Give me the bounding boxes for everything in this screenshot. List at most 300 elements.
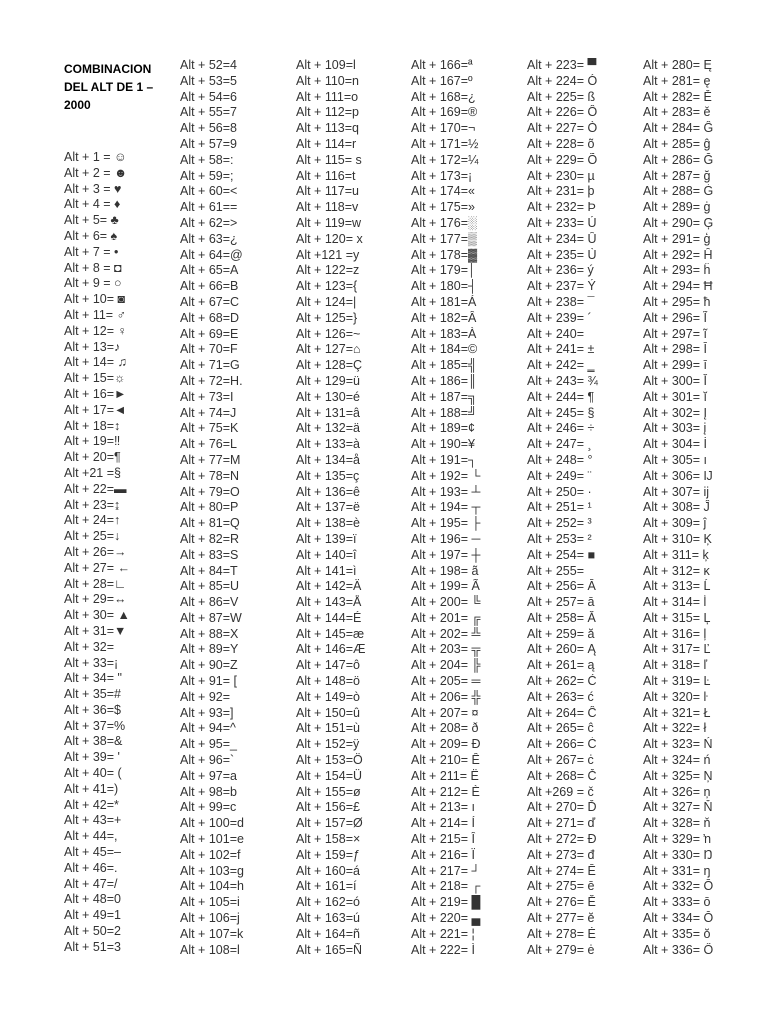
- alt-code-entry: Alt + 248= °: [527, 452, 593, 467]
- alt-code-entry: Alt + 246= ÷: [527, 421, 595, 436]
- alt-code-entry: Alt + 35=#: [64, 687, 121, 702]
- alt-code-entry: Alt + 87=W: [180, 610, 242, 625]
- alt-code-entry: Alt + 2 = ☻: [64, 165, 128, 180]
- alt-code-entry: Alt + 165=Ñ: [296, 942, 363, 957]
- alt-code-entry: Alt + 291= ģ: [643, 231, 711, 246]
- alt-code-entry: Alt + 198= ã: [411, 563, 479, 578]
- alt-code-entry: Alt + 232= Þ: [527, 200, 596, 215]
- alt-code-entry: Alt + 117=u: [296, 184, 360, 199]
- alt-code-entry: Alt + 88=X: [180, 626, 239, 641]
- alt-code-entry: Alt + 211= Ë: [411, 768, 479, 783]
- alt-code-entry: Alt + 155=ø: [296, 784, 361, 799]
- alt-code-entry: Alt + 172=¼: [411, 152, 479, 167]
- alt-code-entry: Alt + 3 = ♥: [64, 181, 122, 196]
- alt-code-entry: Alt + 25=↓: [64, 529, 121, 544]
- alt-code-entry: Alt + 244= ¶: [527, 389, 595, 404]
- alt-code-entry: Alt + 310= Ķ: [643, 531, 712, 546]
- alt-code-entry: Alt + 111=o: [296, 89, 359, 104]
- alt-code-entry: Alt + 187=╗: [411, 389, 477, 404]
- alt-code-entry: Alt + 320= ŀ: [643, 689, 708, 704]
- alt-code-entry: Alt + 215= Î: [411, 832, 475, 847]
- alt-code-entry: Alt + 171=½: [411, 136, 479, 151]
- alt-code-entry: Alt + 197= ┼: [411, 547, 481, 562]
- alt-code-entry: Alt + 27= ←: [64, 560, 131, 575]
- alt-code-entry: Alt + 156=£: [296, 800, 360, 815]
- alt-code-entry: Alt + 86=V: [180, 595, 239, 610]
- alt-code-entry: Alt + 31=▼: [64, 623, 127, 638]
- alt-code-entry: Alt + 168=¿: [411, 89, 476, 104]
- alt-code-entry: Alt + 52=4: [180, 58, 237, 72]
- alt-code-entry: Alt + 107=k: [180, 926, 244, 941]
- alt-code-entry: Alt + 17=◄: [64, 402, 127, 417]
- alt-code-entry: Alt + 315= Ļ: [643, 610, 711, 625]
- alt-code-entry: Alt + 241= ±: [527, 342, 595, 357]
- alt-code-entry: Alt + 332= Ō: [643, 879, 714, 894]
- alt-code-entry: Alt + 113=q: [296, 121, 360, 136]
- alt-code-entry: Alt + 61==: [180, 200, 238, 215]
- alt-code-entry: Alt + 23=↨: [64, 497, 121, 512]
- alt-code-entry: Alt + 214= Í: [411, 816, 475, 831]
- alt-code-entry: Alt + 41=): [64, 781, 119, 796]
- alt-code-entry: Alt + 250= ·: [527, 484, 592, 499]
- alt-code-entry: Alt + 317= Ľ: [643, 642, 711, 657]
- alt-code-entry: Alt + 201= ╔: [411, 610, 481, 625]
- alt-code-entry: Alt + 106=j: [180, 911, 240, 926]
- alt-code-entry: Alt + 313= Ĺ: [643, 579, 711, 594]
- alt-code-entry: Alt + 240=: [527, 326, 588, 341]
- alt-code-entry: Alt + 288= Ġ: [643, 184, 714, 199]
- alt-code-entry: Alt + 81=Q: [180, 516, 240, 531]
- alt-code-entry: Alt + 169=®: [411, 105, 478, 120]
- alt-code-entry: Alt + 249= ¨: [527, 468, 592, 483]
- alt-code-entry: Alt + 39= ': [64, 750, 120, 765]
- alt-code-entry: Alt + 196= ─: [411, 531, 481, 546]
- alt-code-entry: Alt + 285= ĝ: [643, 136, 711, 151]
- alt-code-entry: Alt + 84=T: [180, 563, 238, 578]
- alt-code-entry: Alt + 243= ¾: [527, 373, 598, 388]
- alt-code-entry: Alt + 295= ħ: [643, 294, 711, 309]
- alt-code-entry: Alt + 177=▒: [411, 231, 477, 246]
- alt-code-entry: Alt + 22=▬: [64, 481, 127, 496]
- alt-code-entry: Alt + 56=8: [180, 121, 237, 136]
- alt-code-entry: Alt + 131=â: [296, 405, 360, 420]
- alt-code-entry: Alt + 238= ¯: [527, 294, 595, 309]
- alt-code-entry: Alt + 190=¥: [411, 437, 475, 452]
- alt-code-entry: Alt + 134=å: [296, 452, 360, 467]
- alt-code-entry: Alt +121 =y: [296, 247, 360, 262]
- alt-code-entry: Alt + 79=O: [180, 484, 240, 499]
- alt-code-entry: Alt + 329= ŉ: [643, 832, 712, 847]
- alt-code-entry: Alt + 227= Ò: [527, 121, 598, 136]
- alt-code-entry: Alt + 51=3: [64, 939, 121, 954]
- alt-code-entry: Alt + 210= Ê: [411, 753, 480, 768]
- alt-code-entry: Alt + 179=│: [411, 263, 476, 278]
- alt-code-entry: Alt + 312= ĸ: [643, 563, 710, 578]
- alt-code-entry: Alt + 237= Ý: [527, 279, 596, 294]
- alt-code-entry: Alt + 251= ¹: [527, 500, 592, 515]
- alt-code-entry: Alt + 266= Ċ: [527, 737, 597, 752]
- alt-code-entry: Alt + 16=►: [64, 386, 127, 401]
- alt-code-entry: Alt + 150=û: [296, 705, 360, 720]
- alt-code-entry: Alt + 6= ♠: [64, 228, 118, 243]
- alt-code-entry: Alt + 203= ╦: [411, 642, 481, 657]
- alt-code-entry: Alt + 5= ♣: [64, 213, 119, 228]
- alt-code-entry: Alt + 194= ┬: [411, 500, 481, 515]
- alt-code-entry: Alt + 267= ċ: [527, 753, 594, 768]
- alt-code-entry: Alt + 157=Ø: [296, 816, 363, 831]
- alt-code-entry: Alt + 281= ę: [643, 73, 711, 88]
- alt-code-entry: Alt + 33=¡: [64, 655, 119, 670]
- alt-code-entry: Alt + 153=Ö: [296, 753, 363, 768]
- alt-code-entry: Alt +269 = č: [527, 784, 594, 799]
- alt-code-entry: Alt + 328= ň: [643, 816, 711, 831]
- alt-code-entry: Alt + 255=: [527, 563, 584, 578]
- alt-code-entry: Alt + 135=ç: [296, 468, 360, 483]
- alt-code-entry: Alt + 217= ┘: [411, 863, 481, 878]
- alt-code-entry: Alt + 149=ò: [296, 689, 360, 704]
- alt-code-entry: Alt + 289= ġ: [643, 200, 711, 215]
- alt-code-entry: Alt + 323= Ń: [643, 737, 713, 752]
- column-5: [527, 58, 645, 958]
- page-title: COMBINACION DEL ALT DE 1 – 2000: [64, 62, 154, 112]
- alt-code-entry: Alt + 335= ŏ: [643, 926, 711, 941]
- alt-code-entry: Alt + 82=R: [180, 531, 240, 546]
- alt-code-entry: Alt + 93=]: [180, 705, 234, 720]
- alt-code-entry: Alt + 140=î: [296, 547, 357, 562]
- alt-code-entry: Alt + 245= §: [527, 405, 595, 420]
- alt-code-entry: Alt + 273= đ: [527, 847, 595, 862]
- alt-code-entry: Alt + 72=H.: [180, 373, 243, 388]
- alt-code-entry: Alt + 305= ı: [643, 452, 707, 467]
- alt-code-entry: Alt + 334= Ŏ: [643, 911, 714, 926]
- alt-code-entry: Alt + 74=J: [180, 405, 237, 420]
- alt-code-entry: Alt + 1 = ☺: [64, 150, 127, 164]
- alt-code-entry: Alt + 252= ³: [527, 516, 592, 531]
- alt-code-entry: Alt + 137=ë: [296, 500, 360, 515]
- alt-code-entry: Alt + 178=▓: [411, 247, 478, 262]
- alt-code-entry: Alt + 68=D: [180, 310, 240, 325]
- alt-code-entry: Alt + 303= į: [643, 421, 707, 436]
- alt-code-entry: Alt + 316= ļ: [643, 626, 707, 641]
- alt-code-entry: Alt + 15=☼: [64, 371, 126, 386]
- alt-code-entry: Alt + 207= ¤: [411, 705, 479, 720]
- alt-code-entry: Alt + 265= ĉ: [527, 721, 594, 736]
- alt-code-entry: Alt + 37=%: [64, 718, 126, 733]
- alt-code-entry: Alt + 132=ä: [296, 421, 360, 436]
- alt-code-entry: Alt + 146=Æ: [296, 642, 366, 657]
- alt-code-entry: Alt + 300= Ĭ: [643, 373, 707, 388]
- alt-code-entry: Alt + 11= ♂: [64, 307, 126, 322]
- alt-code-entry: Alt + 290= Ģ: [643, 215, 714, 230]
- alt-code-entry: Alt + 163=ú: [296, 911, 360, 926]
- alt-code-entry: Alt + 209= Ð: [411, 737, 481, 752]
- alt-code-entry: Alt + 114=r: [296, 136, 357, 151]
- alt-code-entry: Alt + 164=ñ: [296, 926, 360, 941]
- alt-code-entry: Alt + 19=‼: [64, 434, 121, 449]
- alt-code-entry: Alt + 105=i: [180, 895, 240, 910]
- alt-code-entry: Alt + 161=í: [296, 879, 357, 894]
- alt-code-entry: Alt + 325= Ņ: [643, 768, 713, 783]
- alt-code-entry: Alt + 148=ö: [296, 674, 360, 689]
- alt-code-entry: Alt + 184=©: [411, 342, 478, 357]
- alt-code-entry: Alt + 67=C: [180, 294, 240, 309]
- alt-code-entry: Alt + 258= Ă: [527, 610, 596, 625]
- alt-code-entry: Alt + 225= ß: [527, 89, 596, 104]
- alt-code-entry: Alt + 218= ┌: [411, 879, 481, 894]
- alt-code-entry: Alt + 278= Ė: [527, 926, 596, 941]
- alt-code-entry: Alt + 90=Z: [180, 658, 238, 673]
- alt-code-entry: Alt + 326= ņ: [643, 784, 711, 799]
- alt-code-entry: Alt + 279= ė: [527, 942, 595, 957]
- alt-code-entry: Alt + 46=.: [64, 860, 118, 875]
- alt-code-entry: Alt + 71=G: [180, 358, 240, 373]
- alt-code-entry: Alt + 192= └: [411, 468, 481, 483]
- alt-code-entry: Alt + 287= ğ: [643, 168, 711, 183]
- alt-code-entry: Alt + 99=c: [180, 800, 237, 815]
- alt-code-entry: Alt + 26=→: [64, 544, 127, 559]
- alt-code-entry: Alt + 124=|: [296, 294, 357, 309]
- alt-code-entry: Alt + 83=S: [180, 547, 239, 562]
- alt-code-entry: Alt + 302= Į: [643, 405, 707, 420]
- alt-code-entry: Alt + 256= Ā: [527, 579, 596, 594]
- alt-code-entry: Alt + 139=ï: [296, 531, 357, 546]
- alt-code-entry: Alt + 59=;: [180, 168, 234, 183]
- alt-code-entry: Alt + 286= Ğ: [643, 152, 714, 167]
- alt-code-entry: Alt + 219= █: [411, 895, 481, 910]
- alt-code-entry: Alt + 318= ľ: [643, 658, 708, 673]
- alt-code-entry: Alt + 166=ª: [411, 58, 473, 72]
- alt-code-entry: Alt + 138=è: [296, 516, 360, 531]
- alt-code-entry: Alt + 205= ═: [411, 674, 481, 689]
- alt-code-entry: Alt + 261= ą: [527, 658, 595, 673]
- alt-code-entry: Alt + 235= Ù: [527, 247, 597, 262]
- alt-code-entry: Alt + 119=w: [296, 215, 362, 230]
- alt-code-entry: Alt + 75=K: [180, 421, 239, 436]
- alt-code-entry: Alt + 10= ◙: [64, 292, 126, 307]
- alt-code-entry: Alt + 122=z: [296, 263, 360, 278]
- alt-code-entry: Alt + 174=«: [411, 184, 475, 199]
- alt-code-entry: Alt + 45=–: [64, 845, 121, 860]
- alt-code-entry: Alt + 181=Á: [411, 294, 477, 309]
- alt-code-entry: Alt + 116=t: [296, 168, 356, 183]
- alt-code-entry: Alt + 48=0: [64, 892, 121, 907]
- alt-code-entry: Alt + 167=º: [411, 73, 473, 88]
- alt-code-entry: Alt + 53=5: [180, 73, 237, 88]
- alt-code-entry: Alt + 162=ó: [296, 895, 360, 910]
- alt-code-entry: Alt + 200= ╚: [411, 595, 481, 610]
- alt-code-entry: Alt + 70=F: [180, 342, 238, 357]
- alt-code-entry: Alt + 319= Ŀ: [643, 674, 711, 689]
- alt-code-entry: Alt + 195= ├: [411, 516, 481, 531]
- alt-code-entry: Alt + 186=║: [411, 373, 477, 388]
- column-1: [64, 150, 174, 956]
- alt-code-entry: Alt + 129=ü: [296, 373, 360, 388]
- alt-code-entry: Alt + 40= (: [64, 766, 122, 781]
- alt-code-entry: Alt + 159=ƒ: [296, 847, 360, 862]
- alt-code-entry: Alt + 44=,: [64, 829, 118, 844]
- column-3: [296, 58, 414, 958]
- alt-code-entry: Alt + 173=¡: [411, 168, 473, 183]
- alt-code-entry: Alt + 231= þ: [527, 184, 595, 199]
- alt-code-entry: Alt + 212= È: [411, 784, 480, 799]
- alt-code-entry: Alt + 233= Ú: [527, 215, 597, 230]
- alt-code-entry: Alt + 120= x: [296, 231, 363, 246]
- alt-code-entry: Alt + 85=U: [180, 579, 240, 594]
- alt-code-entry: Alt + 298= Ī: [643, 342, 707, 357]
- alt-code-entry: Alt + 283= ě: [643, 105, 711, 120]
- alt-code-entry: Alt + 306= Ĳ: [643, 468, 713, 483]
- alt-code-entry: Alt + 193= ┴: [411, 484, 481, 499]
- alt-code-entry: Alt + 206= ╬: [411, 689, 481, 704]
- alt-code-entry: Alt + 276= Ĕ: [527, 895, 596, 910]
- alt-code-entry: Alt + 336= Ő: [643, 942, 714, 957]
- alt-code-entry: Alt + 118=v: [296, 200, 359, 215]
- alt-code-entry: Alt + 133=à: [296, 437, 360, 452]
- alt-code-entry: Alt + 259= ă: [527, 626, 595, 641]
- alt-code-entry: Alt + 143=Å: [296, 595, 362, 610]
- alt-code-entry: Alt + 170=¬: [411, 121, 476, 136]
- alt-code-entry: Alt + 126=~: [296, 326, 361, 341]
- alt-code-entry: Alt + 274= Ē: [527, 863, 596, 878]
- alt-code-entry: Alt + 145=æ: [296, 626, 365, 641]
- alt-code-entry: Alt + 141=ì: [296, 563, 357, 578]
- alt-code-entry: Alt + 242= ‗: [527, 358, 595, 373]
- alt-code-entry: Alt + 109=l: [296, 58, 356, 72]
- alt-code-entry: Alt + 101=e: [180, 832, 244, 847]
- alt-code-entry: Alt + 130=é: [296, 389, 360, 404]
- alt-code-entry: Alt + 92=: [180, 689, 231, 704]
- alt-code-entry: Alt + 18=↕: [64, 418, 121, 433]
- alt-code-entry: Alt + 97=a: [180, 768, 237, 783]
- alt-code-entry: Alt + 110=n: [296, 73, 360, 88]
- alt-code-entry: Alt + 160=á: [296, 863, 360, 878]
- alt-code-entry: Alt + 221= ¦: [411, 926, 475, 941]
- alt-code-entry: Alt + 54=6: [180, 89, 237, 104]
- alt-code-entry: Alt + 103=g: [180, 863, 244, 878]
- alt-code-entry: Alt + 185=╣: [411, 358, 477, 373]
- column-6: [643, 58, 761, 958]
- alt-code-entry: Alt + 36=$: [64, 702, 121, 717]
- alt-code-entry: Alt + 321= Ł: [643, 705, 711, 720]
- alt-code-entry: Alt + 58=:: [180, 152, 234, 167]
- alt-code-entry: Alt + 102=f: [180, 847, 241, 862]
- alt-code-entry: Alt + 222= Ì: [411, 942, 475, 957]
- alt-code-entry: Alt + 282= Ě: [643, 89, 712, 104]
- alt-code-entry: Alt + 271= ď: [527, 816, 596, 831]
- alt-code-entry: Alt + 69=E: [180, 326, 239, 341]
- alt-code-entry: Alt + 47=/: [64, 876, 118, 891]
- alt-code-entry: Alt + 95=_: [180, 737, 237, 752]
- alt-code-entry: Alt + 223= ▀: [527, 58, 597, 72]
- alt-code-entry: Alt + 24=↑: [64, 513, 121, 528]
- alt-code-entry: Alt + 226= Ô: [527, 105, 598, 120]
- alt-code-entry: Alt + 309= ĵ: [643, 516, 707, 531]
- alt-code-entry: Alt + 29=↔: [64, 592, 127, 607]
- alt-code-entry: Alt + 296= Ĩ: [643, 310, 707, 325]
- alt-code-entry: Alt + 301= ĭ: [643, 389, 707, 404]
- alt-code-entry: Alt + 7 = •: [64, 244, 119, 259]
- alt-code-entry: Alt + 8 = ◘: [64, 260, 122, 275]
- alt-code-entry: Alt + 125=}: [296, 310, 358, 325]
- alt-code-entry: Alt + 128=Ç: [296, 358, 363, 373]
- alt-code-entry: Alt + 253= ²: [527, 531, 592, 546]
- alt-code-entry: Alt + 191=┐: [411, 452, 477, 467]
- alt-code-entry: Alt + 127=⌂: [296, 342, 361, 357]
- alt-code-entry: Alt + 104=h: [180, 879, 244, 894]
- alt-code-entry: Alt + 43=+: [64, 813, 122, 828]
- alt-code-entry: Alt + 277= ĕ: [527, 911, 595, 926]
- alt-code-entry: Alt + 257= ā: [527, 595, 595, 610]
- alt-code-entry: Alt + 55=7: [180, 105, 237, 120]
- alt-code-entry: Alt + 204= ╠: [411, 658, 481, 673]
- alt-code-entry: Alt + 234= Û: [527, 231, 597, 246]
- alt-code-entry: Alt + 270= Ď: [527, 800, 597, 815]
- alt-code-entry: Alt + 28=∟: [64, 576, 127, 591]
- column-2: [180, 58, 298, 958]
- alt-code-entry: Alt + 262= Ć: [527, 674, 597, 689]
- alt-code-entry: Alt + 247= ¸: [527, 437, 592, 452]
- alt-code-entry: Alt + 142=Ä: [296, 579, 362, 594]
- alt-code-entry: Alt + 32=: [64, 639, 115, 654]
- alt-code-entry: Alt + 57=9: [180, 136, 237, 151]
- alt-code-entry: Alt + 64=@: [180, 247, 243, 262]
- alt-code-entry: Alt + 199= Ã: [411, 579, 480, 594]
- alt-code-entry: Alt + 136=ê: [296, 484, 360, 499]
- alt-code-entry: Alt + 62=>: [180, 215, 238, 230]
- alt-code-entry: Alt + 228= õ: [527, 136, 595, 151]
- alt-code-entry: Alt + 100=d: [180, 816, 244, 831]
- alt-code-entry: Alt + 34= ": [64, 671, 122, 686]
- alt-code-entry: Alt + 213= ı: [411, 800, 475, 815]
- alt-code-entry: Alt + 208= ð: [411, 721, 479, 736]
- alt-code-entry: Alt + 202= ╩: [411, 626, 481, 641]
- alt-code-entry: Alt + 182=Â: [411, 310, 477, 325]
- alt-code-entry: Alt + 123={: [296, 279, 358, 294]
- alt-code-entry: Alt + 13=♪: [64, 339, 121, 354]
- alt-code-entry: Alt + 224= Ó: [527, 73, 598, 88]
- alt-code-entry: Alt +21 =§: [64, 465, 121, 480]
- alt-code-entry: Alt + 264= Ĉ: [527, 705, 597, 720]
- alt-code-entry: Alt + 144=É: [296, 610, 362, 625]
- alt-code-entry: Alt + 293= ĥ: [643, 263, 711, 278]
- alt-code-entry: Alt + 73=I: [180, 389, 234, 404]
- alt-code-entry: Alt + 333= ō: [643, 895, 711, 910]
- alt-code-entry: Alt + 175=»: [411, 200, 475, 215]
- alt-code-entry: Alt + 284= Ĝ: [643, 121, 714, 136]
- alt-code-entry: Alt + 20=¶: [64, 450, 121, 465]
- alt-code-entry: Alt + 275= ē: [527, 879, 595, 894]
- alt-code-entry: Alt + 4 = ♦: [64, 197, 121, 212]
- alt-code-entry: Alt + 216= Ï: [411, 847, 475, 862]
- alt-code-entry: Alt + 14= ♫: [64, 355, 127, 370]
- alt-code-entry: Alt + 38=&: [64, 734, 123, 749]
- alt-code-entry: Alt + 77=M: [180, 452, 241, 467]
- alt-code-entry: Alt + 12= ♀: [64, 323, 127, 338]
- alt-code-entry: Alt + 314= ĺ: [643, 595, 707, 610]
- alt-code-entry: Alt + 115= s: [296, 152, 362, 167]
- alt-code-entry: Alt + 183=À: [411, 326, 477, 341]
- alt-code-entry: Alt + 330= Ŋ: [643, 847, 713, 862]
- alt-code-entry: Alt + 180=┤: [411, 279, 477, 294]
- alt-code-entry: Alt + 30= ▲: [64, 608, 130, 623]
- alt-code-entry: Alt + 49=1: [64, 908, 121, 923]
- alt-code-entry: Alt + 322= ł: [643, 721, 707, 736]
- alt-code-entry: Alt + 239= ´: [527, 310, 592, 325]
- alt-code-entry: Alt + 108=l: [180, 942, 240, 957]
- alt-code-entry: Alt + 154=Ü: [296, 768, 363, 783]
- alt-code-entry: Alt + 189=¢: [411, 421, 475, 436]
- alt-code-entry: Alt + 65=A: [180, 263, 239, 278]
